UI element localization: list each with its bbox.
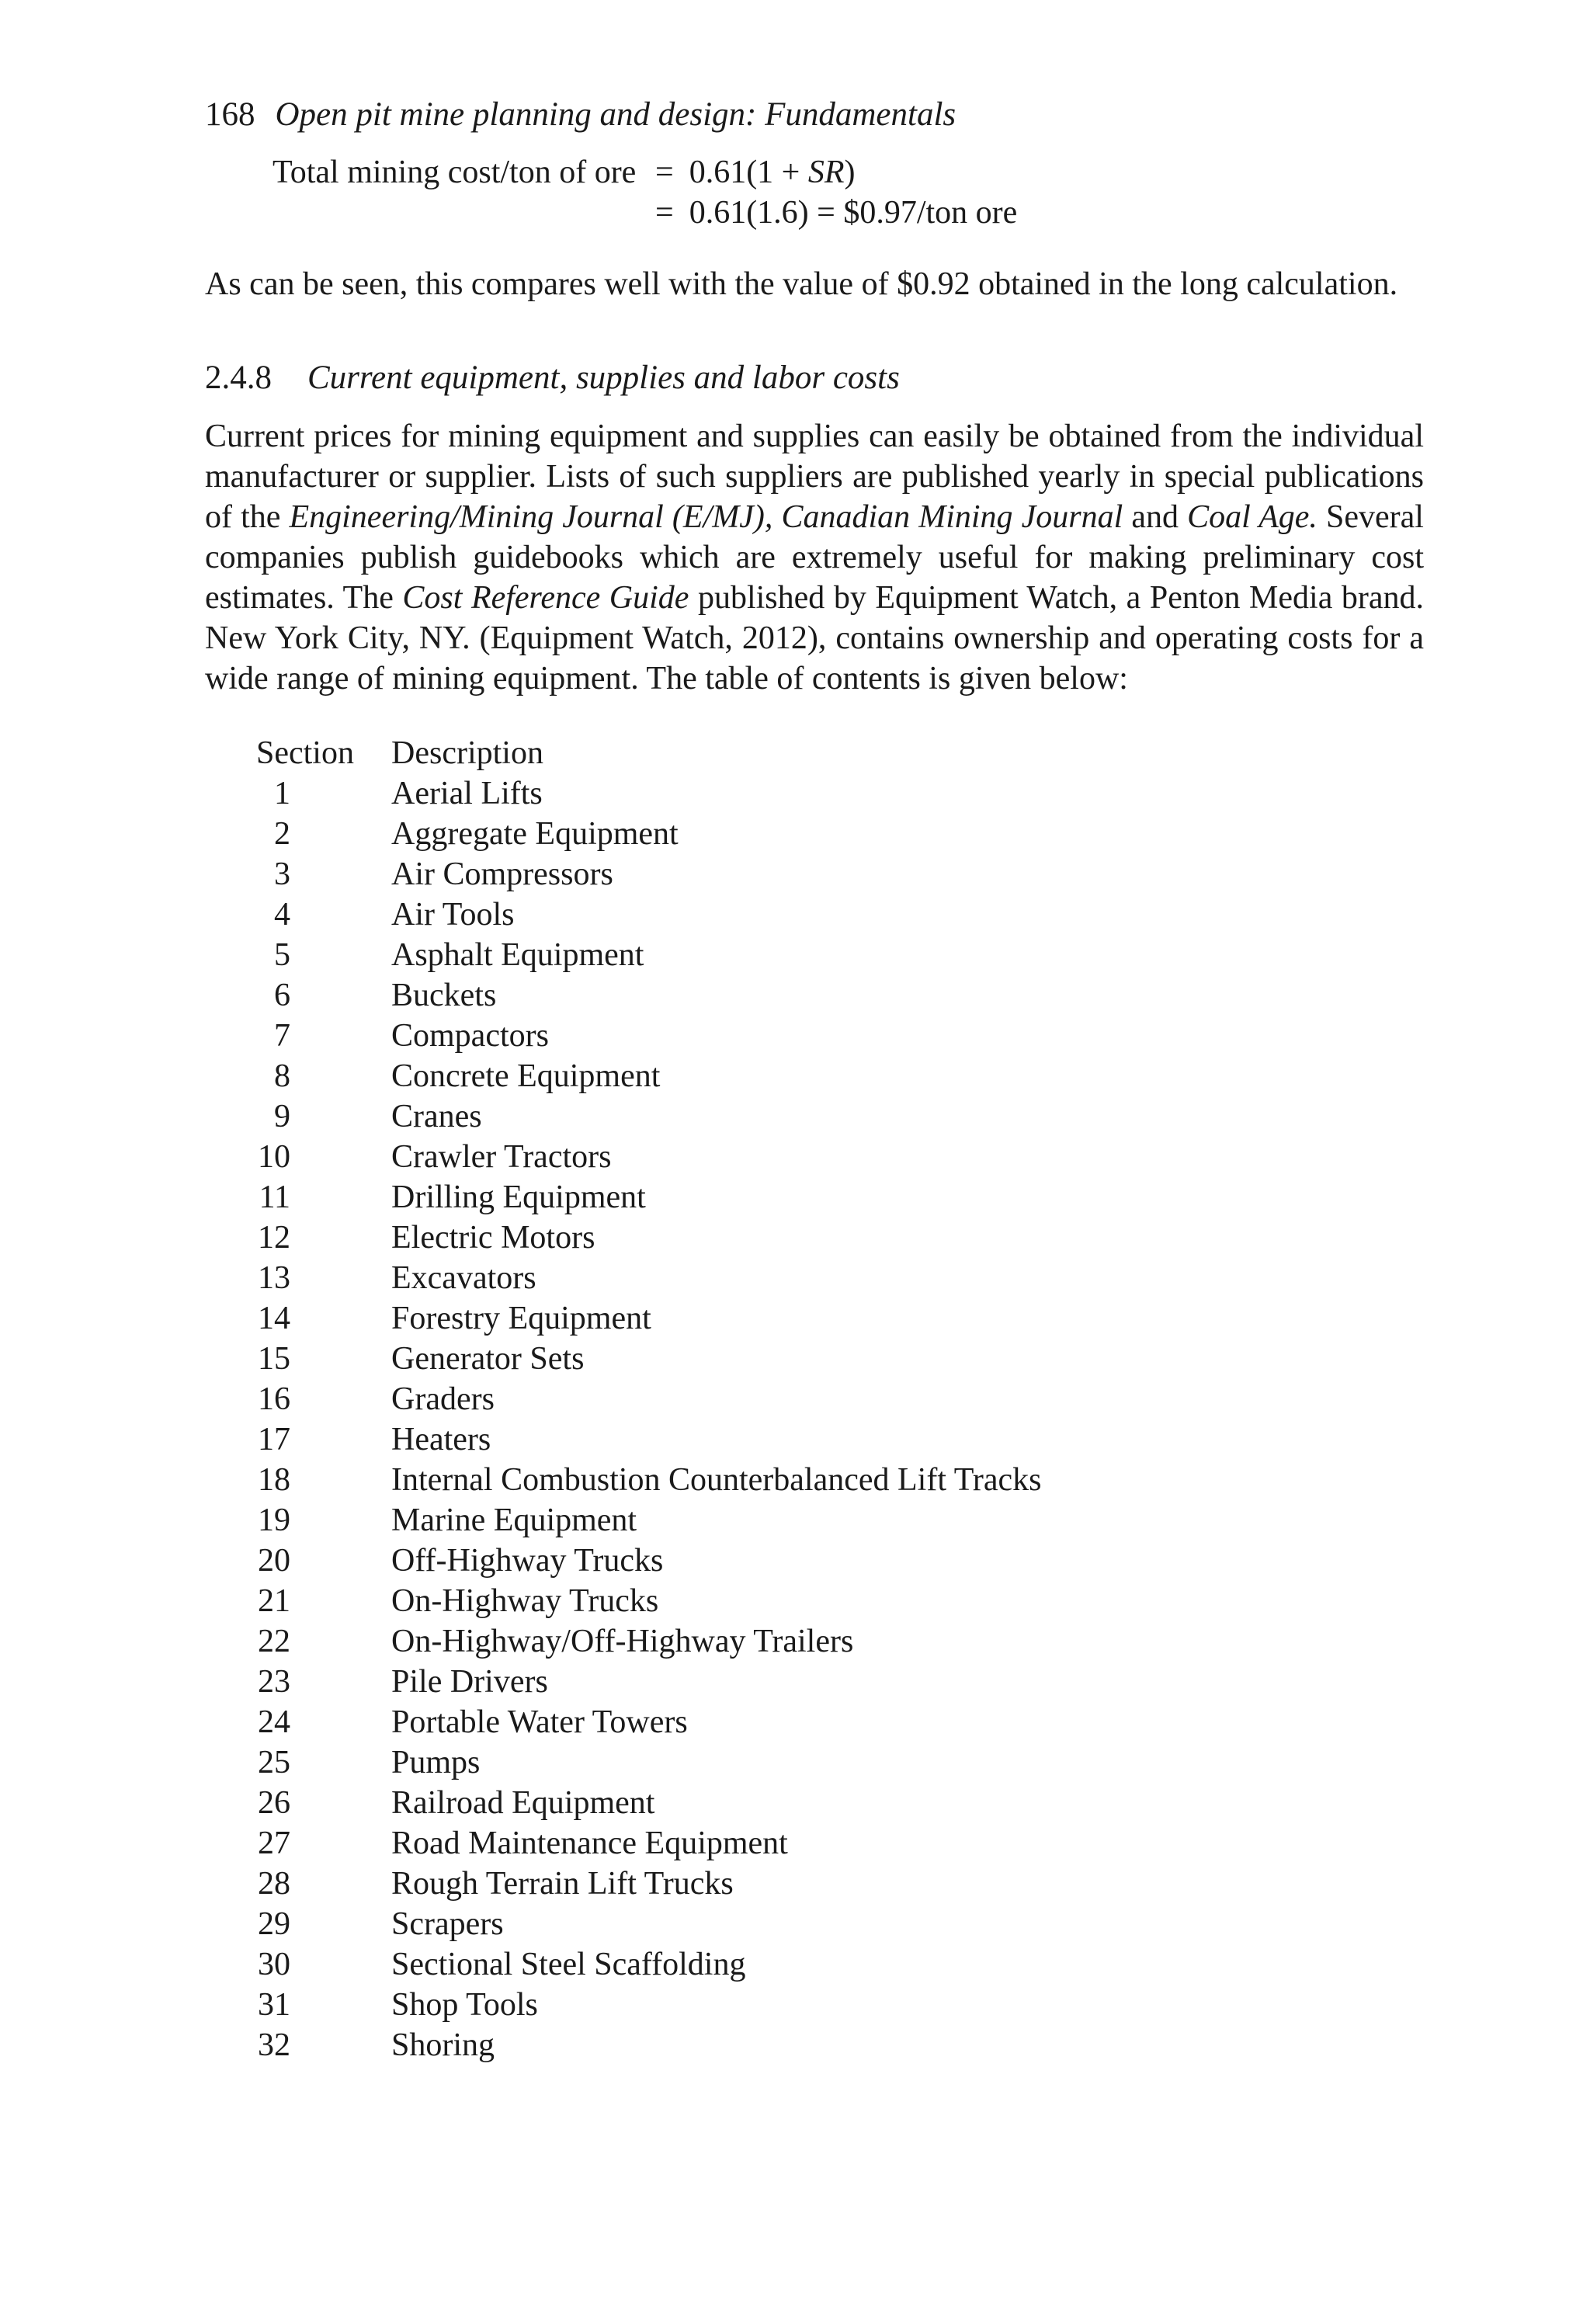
intro-italic-coal-age: Coal Age. (1187, 499, 1317, 535)
section-number-cell (256, 1339, 391, 1379)
intro-paragraph (205, 416, 1424, 699)
running-head (205, 92, 1424, 138)
section-number-value: 12 (258, 1220, 290, 1256)
intro-text: Several companies publish guidebooks which are extremely useful for making preliminary cost estimates. The (205, 499, 1424, 616)
section-number-cell (256, 814, 391, 854)
section-number-value: 3 (274, 856, 290, 892)
section-number-value: 20 (258, 1543, 290, 1579)
table-row (256, 1218, 1042, 1258)
section-number-cell (256, 1137, 391, 1177)
section-number-value: 21 (258, 1583, 290, 1619)
section-number-value: 10 (258, 1139, 290, 1175)
section-heading (205, 357, 1424, 399)
table-row (256, 2025, 1042, 2065)
table-row (256, 814, 1042, 854)
table-row (256, 1944, 1042, 1985)
table-row (256, 1460, 1042, 1500)
section-number-cell (256, 1864, 391, 1904)
section-number-cell (256, 854, 391, 895)
table-row (256, 1742, 1042, 1783)
description-cell: Drilling Equipment (391, 1179, 646, 1215)
description-cell: Electric Motors (391, 1220, 595, 1256)
section-number-value: 9 (274, 1099, 290, 1134)
section-number-cell (256, 1177, 391, 1218)
section-number-cell (256, 1056, 391, 1096)
table-row (256, 1702, 1042, 1742)
column-header-section: Section (256, 735, 354, 771)
table-header-row (256, 733, 1042, 773)
description-cell: Shop Tools (391, 1987, 538, 2023)
book-title: Open pit mine planning and design: Fundamentals (275, 96, 956, 133)
table-row (256, 1621, 1042, 1662)
description-cell: Excavators (391, 1260, 536, 1296)
table-row (256, 1864, 1042, 1904)
table-row (256, 895, 1042, 935)
table-row (256, 854, 1042, 895)
table-row (256, 1379, 1042, 1419)
table-row (256, 1339, 1042, 1379)
intro-text: and (1123, 499, 1188, 535)
section-number-value: 17 (258, 1422, 290, 1457)
section-number-cell (256, 1621, 391, 1662)
section-number-cell (256, 1258, 391, 1298)
section-number-value: 30 (258, 1947, 290, 1982)
description-cell: Pumps (391, 1745, 481, 1780)
table-body (256, 773, 1042, 2065)
page-number: 168 (205, 96, 255, 133)
section-number-cell (256, 935, 391, 975)
description-cell: Marine Equipment (391, 1502, 637, 1538)
section-number-cell (256, 2025, 391, 2065)
contents-table (256, 733, 1042, 2065)
equation-lhs: Total mining cost/ton of ore (273, 155, 637, 190)
section-number-value: 18 (258, 1462, 290, 1498)
equation-line-2 (655, 194, 1017, 231)
description-cell: Scrapers (391, 1906, 504, 1942)
table-row (256, 1823, 1042, 1864)
section-number-value: 31 (258, 1987, 290, 2023)
section-number-value: 15 (258, 1341, 290, 1377)
description-cell: On-Highway Trucks (391, 1583, 659, 1619)
table-row (256, 1096, 1042, 1137)
section-number-value: 16 (258, 1381, 290, 1417)
section-number-value: 19 (258, 1502, 290, 1538)
description-cell: Shoring (391, 2027, 495, 2063)
equals-sign: = (655, 155, 674, 190)
section-number-cell (256, 1500, 391, 1541)
section-number-value: 28 (258, 1866, 290, 1902)
section-number: 2.4.8 (205, 360, 272, 396)
equation-sr-symbol: SR (807, 155, 845, 190)
section-number-cell (256, 975, 391, 1016)
table-row (256, 1298, 1042, 1339)
description-cell: Internal Combustion Counterbalanced Lift Tracks (391, 1462, 1042, 1498)
description-cell: Cranes (391, 1099, 482, 1134)
section-number-value: 2 (274, 816, 290, 852)
equation-rhs-part: ) (844, 155, 856, 190)
section-number-value: 14 (258, 1301, 290, 1336)
section-number-cell (256, 1460, 391, 1500)
intro-text: Current prices for mining equipment and supplies can easily be obtained from the individual manufacturer or supplier. Lists of such suppliers are published yearly in special publications of the (205, 419, 1424, 535)
description-cell: Compactors (391, 1018, 549, 1054)
description-cell: Heaters (391, 1422, 491, 1457)
intro-italic-journals: Engineering/Mining Journal (E/MJ), Canadian Mining Journal (289, 499, 1123, 535)
table-row (256, 1581, 1042, 1621)
section-number-cell (256, 1541, 391, 1581)
section-number-cell (256, 1904, 391, 1944)
section-number-value: 4 (274, 897, 290, 933)
description-cell: Asphalt Equipment (391, 937, 644, 973)
intro-text: published by Equipment Watch, a Penton Media brand. New York City, NY. (Equipment Watch, 2012), contains ownership and operating costs for a wide range of mining equipment. The table of contents is given below: (205, 580, 1424, 697)
section-number-cell (256, 1823, 391, 1864)
section-number-cell (256, 1096, 391, 1137)
section-number-cell (256, 1944, 391, 1985)
description-cell: Pile Drivers (391, 1664, 548, 1700)
section-number-cell (256, 1581, 391, 1621)
description-cell: Aggregate Equipment (391, 816, 679, 852)
equation-line-1 (655, 154, 856, 191)
table-row (256, 1541, 1042, 1581)
section-number-cell (256, 773, 391, 814)
section-number-value: 23 (258, 1664, 290, 1700)
table-row (256, 1177, 1042, 1218)
section-number-value: 27 (258, 1826, 290, 1861)
column-header-description: Description (391, 735, 543, 771)
section-number-value: 22 (258, 1624, 290, 1659)
table-row (256, 1056, 1042, 1096)
description-cell: Aerial Lifts (391, 776, 543, 811)
description-cell: Portable Water Towers (391, 1704, 688, 1740)
description-cell: Buckets (391, 978, 497, 1013)
table-row (256, 1258, 1042, 1298)
description-cell: Air Tools (391, 897, 515, 933)
table-row (256, 1016, 1042, 1056)
section-number-value: 26 (258, 1785, 290, 1821)
comparison-paragraph: As can be seen, this compares well with the value of $0.92 obtained in the long calculation. (205, 266, 1398, 302)
equation-rhs-part: 0.61(1 + (689, 155, 808, 190)
section-number-cell (256, 895, 391, 935)
description-cell: Off-Highway Trucks (391, 1543, 664, 1579)
section-number-cell (256, 1783, 391, 1823)
table-row (256, 1662, 1042, 1702)
section-number-value: 6 (274, 978, 290, 1013)
equals-sign: = (655, 195, 674, 231)
section-number-value: 7 (274, 1018, 290, 1054)
section-number-value: 25 (258, 1745, 290, 1780)
table-row (256, 1783, 1042, 1823)
table-row (256, 1904, 1042, 1944)
section-number-value: 32 (258, 2027, 290, 2063)
table-row (256, 773, 1042, 814)
description-cell: Sectional Steel Scaffolding (391, 1947, 746, 1982)
table-row (256, 1985, 1042, 2025)
table-row (256, 935, 1042, 975)
description-cell: Railroad Equipment (391, 1785, 655, 1821)
description-cell: Graders (391, 1381, 495, 1417)
table-row (256, 1500, 1042, 1541)
table-row (256, 1137, 1042, 1177)
section-number-cell (256, 1419, 391, 1460)
table-row (256, 975, 1042, 1016)
description-cell: Air Compressors (391, 856, 613, 892)
section-number-cell (256, 1016, 391, 1056)
description-cell: Crawler Tractors (391, 1139, 612, 1175)
section-title: Current equipment, supplies and labor costs (307, 360, 900, 396)
description-cell: Concrete Equipment (391, 1058, 661, 1094)
section-number-cell (256, 1985, 391, 2025)
section-number-value: 11 (259, 1179, 290, 1215)
section-number-cell (256, 1379, 391, 1419)
intro-italic-guide: Cost Reference Guide (402, 580, 689, 616)
description-cell: Road Maintenance Equipment (391, 1826, 788, 1861)
section-number-value: 24 (258, 1704, 290, 1740)
section-number-value: 5 (274, 937, 290, 973)
description-cell: Forestry Equipment (391, 1301, 651, 1336)
description-cell: On-Highway/Off-Highway Trailers (391, 1624, 854, 1659)
description-cell: Rough Terrain Lift Trucks (391, 1866, 734, 1902)
equation-result: 0.61(1.6) = $0.97/ton ore (689, 195, 1018, 231)
section-number-value: 29 (258, 1906, 290, 1942)
section-number-cell (256, 1298, 391, 1339)
section-number-cell (256, 1702, 391, 1742)
section-number-cell (256, 1662, 391, 1702)
section-number-cell (256, 1218, 391, 1258)
table-row (256, 1419, 1042, 1460)
section-number-cell (256, 1742, 391, 1783)
description-cell: Generator Sets (391, 1341, 585, 1377)
page-body (205, 92, 1424, 2065)
section-number-value: 13 (258, 1260, 290, 1296)
section-number-value: 8 (274, 1058, 290, 1094)
cost-equation (205, 154, 1424, 234)
section-number-value: 1 (274, 776, 290, 811)
